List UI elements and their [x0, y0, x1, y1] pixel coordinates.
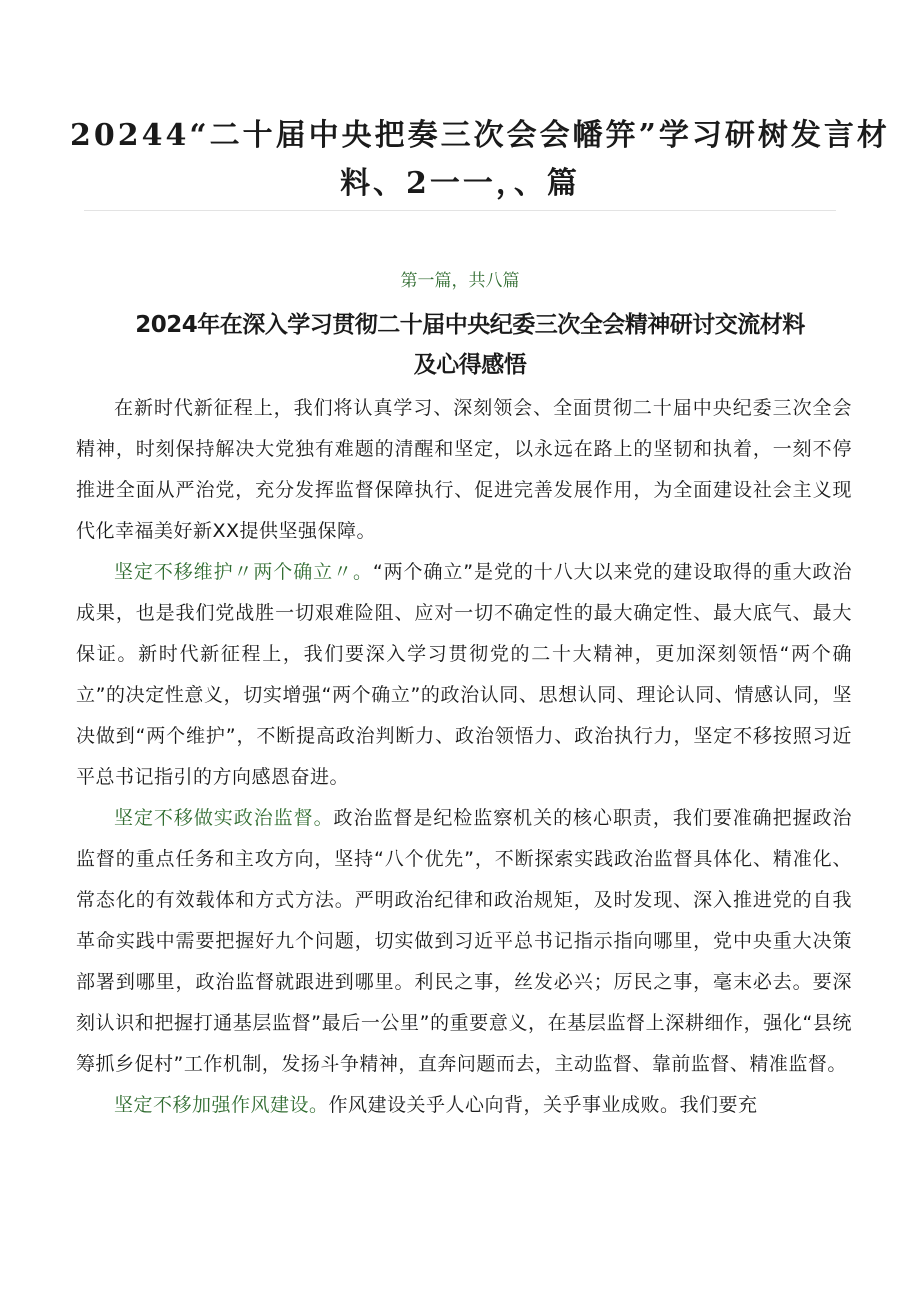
document-title-line-2: 料、2一一，、篇	[340, 166, 580, 201]
paragraph-text: 政治监督是纪检监察机关的核心职责，我们要准确把握政治监督的重点任务和主攻方向，坚持“八个优先”，不断探索实践政治监督具体化、精准化、常态化的有效载体和方式方法。严明政治纪律和政治规矩，及时发现、深入推进党的自我革命实践中需要把握好九个问题，切实做到习近平总书记指示指向哪里，党中央重大决策部署到哪里，政治监督就跟进到哪里。利民之事，丝发必兴；厉民之事，毫末必去。要深刻认识和把握打通基层监督”最后一公里”的重要意义，在基层监督上深耕细作，强化“县统筹抓乡促村”工作机制，发扬斗争精神，直奔问题而去，主动监督、靠前监督、精准监督。	[76, 807, 852, 1075]
paragraph	[76, 1085, 852, 1126]
article-subtitle-line-1: 2024年在深入学习贯彻二十届中央纪委三次全会精神研讨交流材料	[135, 312, 805, 338]
paragraph-text: “两个确立”是党的十八大以来党的建设取得的重大政治成果，也是我们党战胜一切艰难险阻、应对一切不确定性的最大确定性、最大底气、最大保证。新时代新征程上，我们要深入学习贯彻党的二十大精神，更加深刻领悟“两个确立”的决定性意义，切实增强“两个确立”的政治认同、思想认同、理论认同、情感认同，坚决做到“两个维护”，不断提高政治判断力、政治领悟力、政治执行力，坚定不移按照习近平总书记指引的方向感恩奋进。	[76, 561, 852, 788]
paragraph	[76, 388, 852, 552]
title-divider	[84, 210, 836, 211]
article-body	[76, 388, 852, 1126]
article-subtitle-line-2: 及心得感悟	[413, 352, 527, 378]
paragraph	[76, 798, 852, 1085]
paragraph	[76, 552, 852, 798]
paragraph-lead: 坚定不移维护〃两个确立〃。	[114, 561, 373, 583]
part-label: 第一篇，共八篇	[400, 271, 520, 291]
document-title-line-1: 20244“二十届中央把奏三次会会幡笄”学习研树发言材	[70, 118, 890, 153]
paragraph-lead: 坚定不移加强作风建设。	[114, 1094, 329, 1116]
document-title	[70, 112, 890, 208]
paragraph-lead: 坚定不移做实政治监督。	[114, 807, 334, 829]
paragraph-text: 在新时代新征程上，我们将认真学习、深刻领会、全面贯彻二十届中央纪委三次全会精神，时刻保持解决大党独有难题的清醒和坚定，以永远在路上的坚韧和执着，一刻不停推进全面从严治党，充分发挥监督保障执行、促进完善发展作用，为全面建设社会主义现代化幸福美好新XX提供坚强保障。	[76, 397, 852, 542]
article-subtitle	[80, 305, 860, 385]
paragraph-text: 作风建设关乎人心向背，关乎事业成败。我们要充	[328, 1094, 758, 1116]
